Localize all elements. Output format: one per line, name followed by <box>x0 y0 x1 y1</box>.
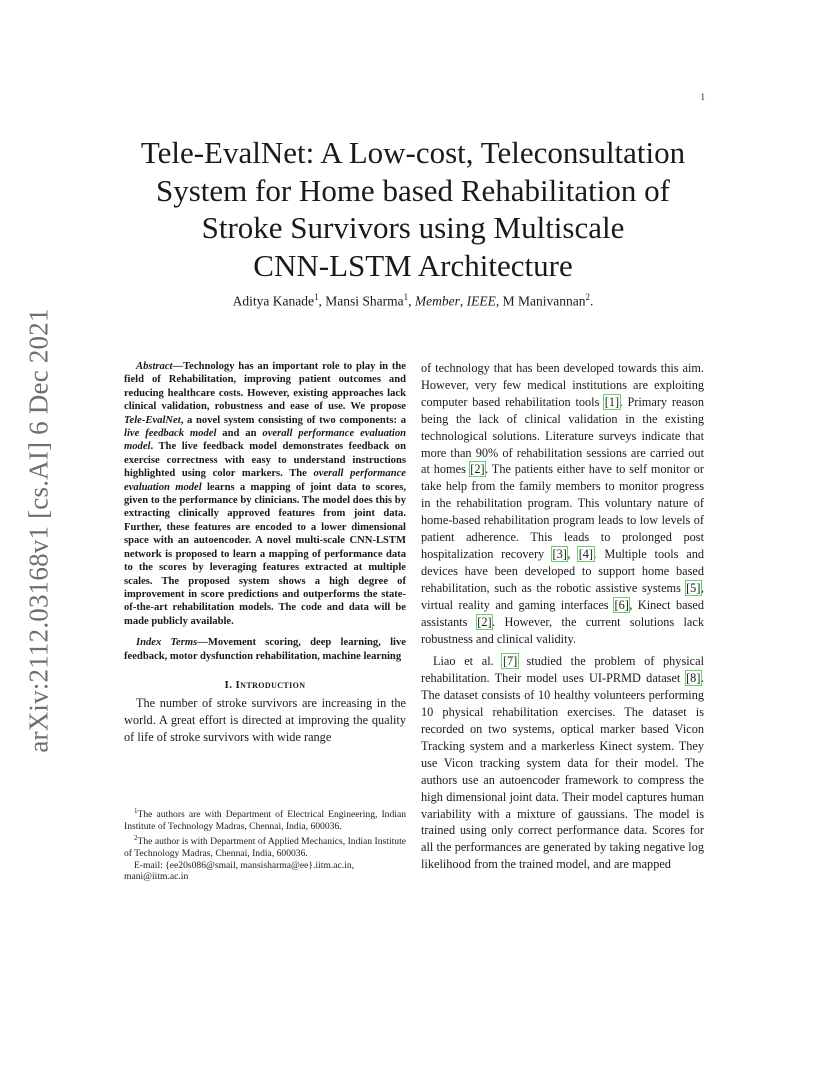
title-line-3: Stroke Survivors using Multiscale <box>201 210 625 245</box>
author-3-affil: 2 <box>585 292 590 302</box>
citation-link[interactable]: [5] <box>686 580 701 595</box>
arxiv-stamp <box>19 300 59 760</box>
footnotes <box>124 806 406 883</box>
citation-link[interactable]: [4] <box>578 546 594 561</box>
abstract-dash: — <box>172 361 184 372</box>
footnote-2-text: The author is with Department of Applied Mechanics, Indian Institute of Technology Madras, Chennai, India, 600036. <box>124 835 406 859</box>
ieee-label: IEEE <box>466 293 496 309</box>
author-sep: , <box>408 293 415 309</box>
title-block <box>100 134 726 284</box>
paragraph-text: of technology that has been developed towards this aim. However, very few medical institutions are exploiting computer based rehabilitation tools <box>421 361 704 409</box>
intro-paragraph: The number of stroke survivors are increasing in the world. A great effort is directed at improving the quality of life of stroke survivors with wide range <box>124 695 406 744</box>
paragraph-text: , Kinect based assistants <box>421 597 704 629</box>
author-2-affil: 1 <box>403 292 409 302</box>
author-1-affil: 1 <box>314 292 319 302</box>
title-line-1: Tele-EvalNet: A Low-cost, Teleconsultation <box>140 135 686 170</box>
footnote-1-text: The authors are with Department of Electrical Engineering, Indian Institute of Technology Madras, Chennai, India, 600036. <box>124 809 406 832</box>
title-line-4: CNN-LSTM Architecture <box>253 247 573 283</box>
arxiv-id-text: arXiv:2112.03168v1 [cs.AI] 6 Dec 2021 <box>23 307 54 753</box>
paragraph-text: . The dataset consists of 10 healthy volunteers performing 10 physical rehabilitation exercises. The dataset is recorded on two systems, optical marker based Vicon Tracking system and a markerless Kinect system. They use Vicon tracking system data for their model. The authors use an autoencoder framework to compress the high dimensional joint data. Their model captures human variability with a mixture of gaussians. The model is trained using only correct performance data. Scores for all the performances are generated by taking negative log likelihood from the trained model, and are mapped <box>421 671 704 872</box>
footnote-1-mark: 1 <box>134 807 138 815</box>
index-terms-dash: — <box>197 637 208 649</box>
author-sep: , <box>459 293 467 309</box>
abstract-text: learns a mapping of joint data to scores, given to the performance by clinicians. The model does this by extracting clinically approved features from joint data. Further, these features are encoded to a lower dimensional space with an autoencoder. A novel multi-scale CNN-LSTM network is proposed to learn a mapping of performance data to the scores by leveraging features extracted at multiple scales. The proposed system shows a high degree of improvement in score predictions and outperforms the state-of-the-art rehabilitation models. The code and data will be made publicly available. <box>124 481 406 627</box>
abstract-text: Technology has an important role to play in the field of Rehabilitation, improving patient outcomes and reducing healthcare costs. However, existing approaches lack clinical validation, robustness and ease of use. We propose <box>124 361 406 413</box>
index-terms-text: Movement scoring, deep learning, live feedback, motor dysfunction rehabilitation, machine learning <box>124 637 406 662</box>
citation-link[interactable]: [6] <box>614 597 629 612</box>
citation-link[interactable]: [3] <box>552 546 567 561</box>
footnote-1 <box>124 806 406 833</box>
author-1: Aditya Kanade <box>232 293 314 309</box>
paper-title <box>100 134 726 284</box>
paragraph-text: studied the problem of physical rehabilitation. Their model uses UI-PRMD dataset <box>421 654 704 686</box>
citation-link[interactable]: [1] <box>604 394 620 409</box>
paragraph-text: . Multiple tools and devices have been developed to support home based rehabilitation, such as the robotic assistive systems <box>421 546 704 595</box>
abstract-text: . The live feedback model demonstrates feedback on exercise correctness with easy to understand instructions highlighted using color markers. The <box>124 441 406 480</box>
author-2: Mansi Sharma <box>325 293 404 309</box>
system-name: Tele-EvalNet <box>124 414 181 426</box>
abstract-text: , a novel system consisting of two components: a <box>180 414 406 426</box>
paragraph-text: Liao et al. <box>433 654 503 669</box>
citation-link[interactable]: [2] <box>470 462 485 477</box>
citation-link[interactable]: [7] <box>502 654 518 669</box>
index-terms <box>124 636 406 663</box>
intro-continued-paragraph <box>421 360 704 647</box>
left-column <box>124 360 406 746</box>
footnote-2 <box>124 833 406 860</box>
evaluation-model-term: overall performance evaluation model <box>124 428 407 453</box>
email-line: E-mail: {ee20s086@smail, mansisharma@ee}.iitm.ac.in, mani@iitm.ac.in <box>124 859 355 883</box>
paragraph-text: . The patients either have to self monitor or take help from the family members to monitor progress in the rehabilitation program. This voluntary nature of home-based rehabilitation program leads to low levels of patient adherence. This leads to prolonged post hospitalization recovery <box>421 462 704 561</box>
abstract <box>124 360 406 628</box>
live-feedback-term: live feedback model <box>124 428 217 440</box>
page-number: 1 <box>700 92 705 102</box>
paragraph-text: , virtual reality and gaming interfaces <box>421 580 704 612</box>
member-label: Member <box>414 293 460 309</box>
abstract-text: and an <box>216 428 263 440</box>
title-line-2: System for Home based Rehabilitation of <box>156 172 670 208</box>
author-3: M Manivannan <box>502 293 586 309</box>
liao-paragraph <box>421 653 704 873</box>
author-sep: , <box>495 293 503 309</box>
author-end: . <box>589 293 594 309</box>
citation-link[interactable]: [2] <box>477 614 492 629</box>
index-terms-label: Index Terms <box>136 637 198 649</box>
evaluation-model-term: overall performance evaluation model <box>124 468 406 493</box>
authors-line <box>100 292 726 310</box>
paragraph-text: , <box>567 546 579 561</box>
author-sep: , <box>318 293 326 309</box>
section-heading-introduction: I. Introduction <box>224 678 306 691</box>
abstract-label: Abstract <box>136 361 173 372</box>
citation-link[interactable]: [8] <box>686 671 701 686</box>
footnote-2-mark: 2 <box>134 833 138 842</box>
right-column <box>421 360 704 873</box>
paragraph-text: . However, the current solutions lack robustness and clinical validity. <box>421 614 704 646</box>
paragraph-text: . Primary reason being the lack of clinical validation in the existing technological solutions. Literature surveys indicate that more than 90% of rehabilitation sessions are carried out at homes <box>421 394 704 477</box>
